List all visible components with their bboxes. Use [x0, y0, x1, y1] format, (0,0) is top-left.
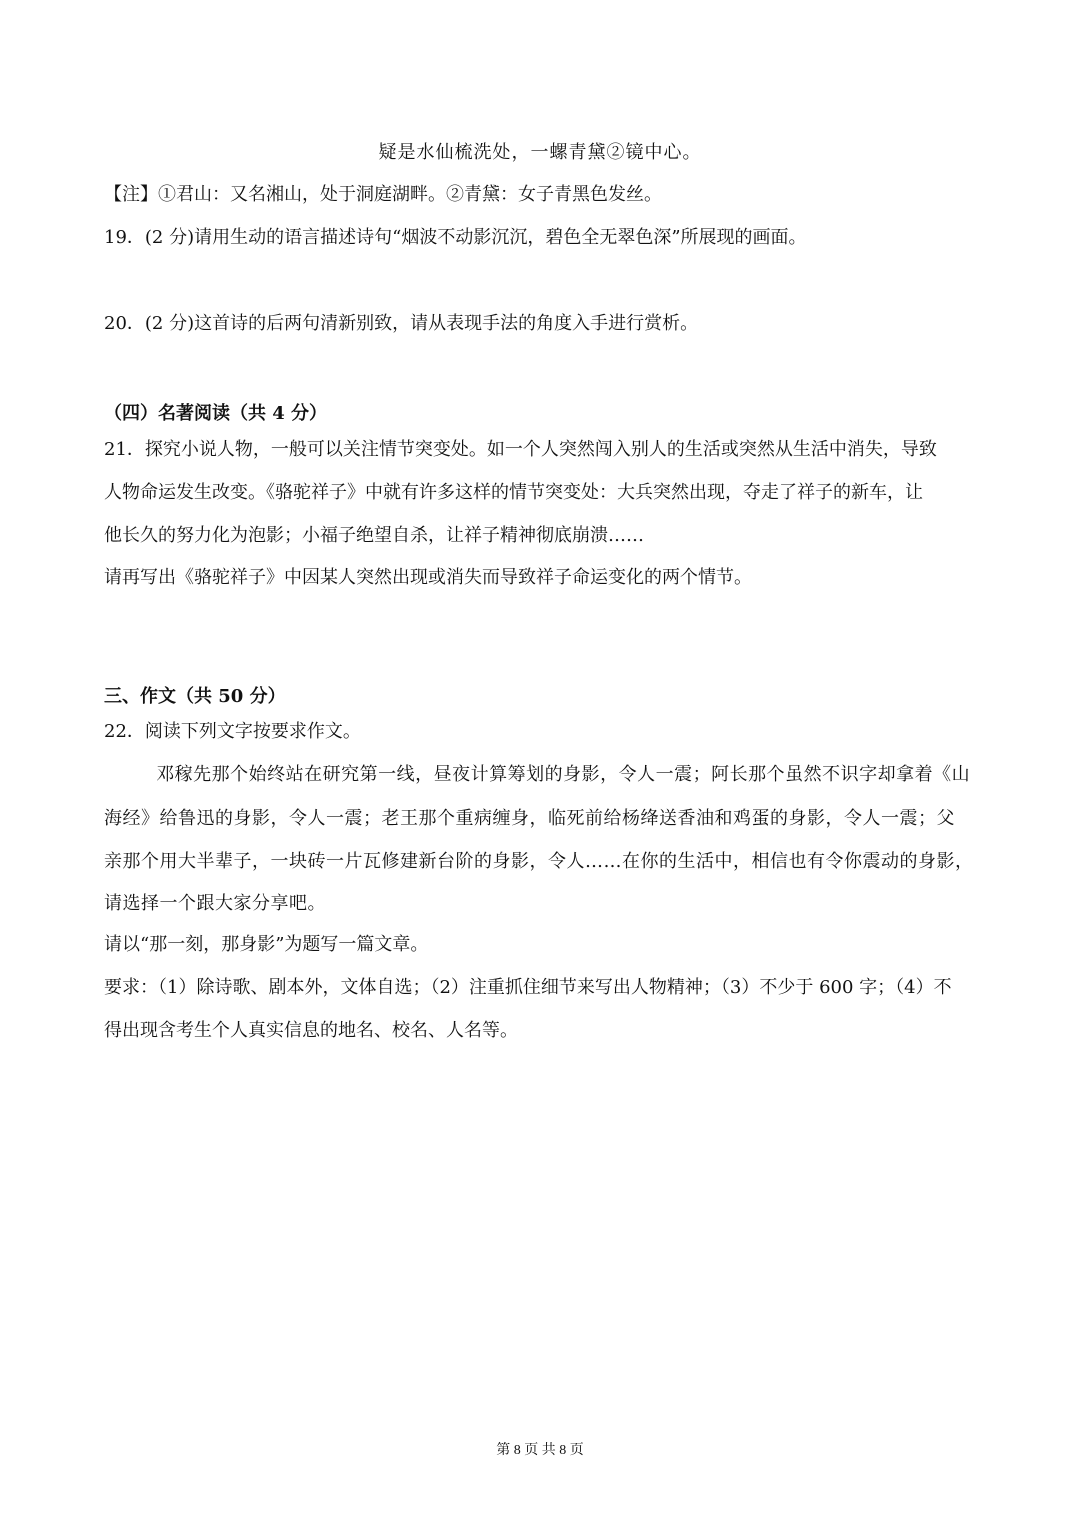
essay-requirements-line-2: 得出现含考生个人真实信息的地名、校名、人名等。 — [104, 1020, 518, 1041]
poem-note: 【注】①君山：又名湘山，处于洞庭湖畔。②青黛：女子青黑色发丝。 — [104, 184, 662, 205]
essay-requirements-line-1: 要求：（1）除诗歌、剧本外，文体自选；（2）注重抓住细节来写出人物精神；（3）不少于 600 字；（4）不 — [104, 977, 952, 998]
essay-passage-line-2: 海经》给鲁迅的身影，令人一震；老王那个重病缠身，临死前给杨绛送香油和鸡蛋的身影，令人一震；父 — [104, 808, 955, 829]
section-4-heading: （四）名著阅读（共 4 分） — [104, 403, 328, 424]
question-19: 19．(2 分)请用生动的语言描述诗句“烟波不动影沉沉，碧色全无翠色深”所展现的画面。 — [104, 227, 807, 248]
question-21-line-2: 人物命运发生改变。《骆驼祥子》中就有许多这样的情节突变处：大兵突然出现，夺走了祥子的新车，让 — [104, 482, 923, 503]
question-22-intro: 22．阅读下列文字按要求作文。 — [104, 721, 361, 742]
question-21-line-3: 他长久的努力化为泡影；小福子绝望自杀，让祥子精神彻底崩溃…… — [104, 525, 644, 546]
question-20: 20．(2 分)这首诗的后两句清新别致，请从表现手法的角度入手进行赏析。 — [104, 313, 699, 334]
poem-last-line: 疑是水仙梳洗处，一螺青黛②镜中心。 — [378, 142, 702, 163]
question-21-line-4: 请再写出《骆驼祥子》中因某人突然出现或消失而导致祥子命运变化的两个情节。 — [104, 567, 752, 588]
essay-passage-line-4: 请选择一个跟大家分享吧。 — [104, 893, 326, 914]
essay-passage-line-1: 邓稼先那个始终站在研究第一线，昼夜计算筹划的身影，令人一震；阿长那个虽然不识字却拿着《山 — [156, 764, 971, 785]
page-footer: 第 8 页 共 8 页 — [496, 1443, 584, 1458]
question-21-line-1: 21．探究小说人物，一般可以关注情节突变处。如一个人突然闯入别人的生活或突然从生活中消失，导致 — [104, 439, 937, 460]
essay-title-prompt: 请以“那一刻，那身影”为题写一篇文章。 — [104, 934, 429, 955]
essay-passage-line-3: 亲那个用大半辈子，一块砖一片瓦修建新台阶的身影，令人……在你的生活中，相信也有令你震动的身影， — [104, 851, 974, 872]
section-3-heading: 三、作文（共 50 分） — [104, 686, 286, 707]
